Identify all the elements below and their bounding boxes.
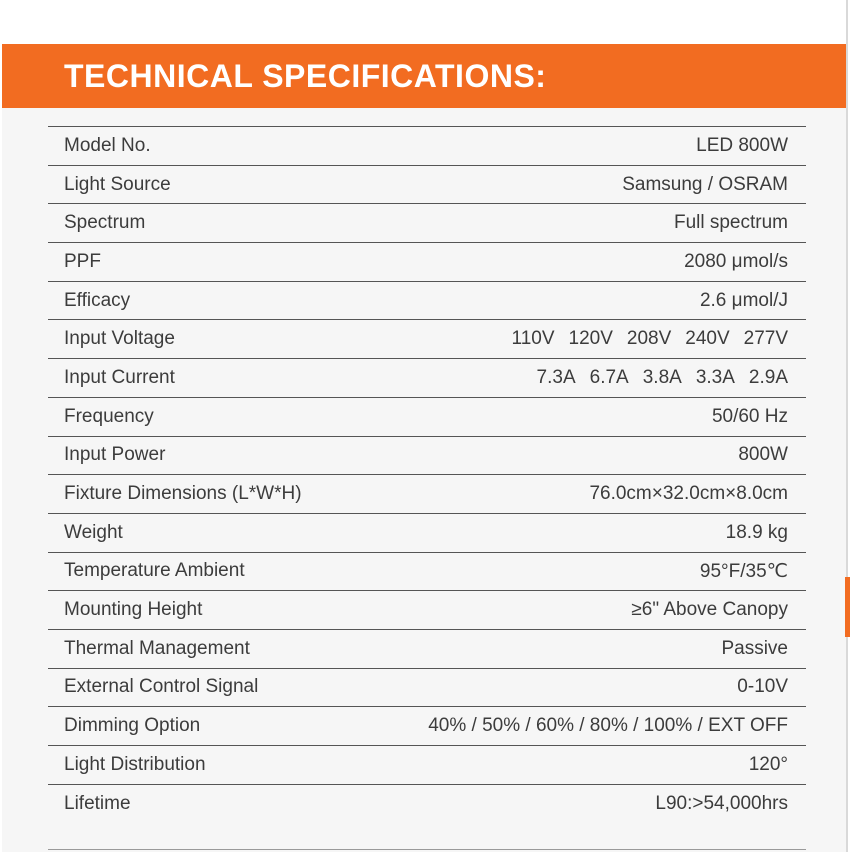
spec-value: 50/60 Hz	[711, 405, 788, 427]
spec-value: 7.3A	[536, 366, 576, 388]
spec-label: Mounting Height	[64, 599, 203, 621]
spec-label: PPF	[64, 250, 101, 272]
spec-row	[48, 242, 806, 281]
page-title: TECHNICAL SPECIFICATIONS:	[64, 58, 547, 94]
spec-row	[48, 126, 806, 165]
spec-row	[48, 319, 806, 358]
spec-value: 2.6 μmol/J	[699, 289, 788, 311]
page-edge-divider	[846, 0, 848, 852]
spec-value-group	[537, 367, 788, 389]
spec-label: Input Power	[64, 444, 166, 466]
spec-value: 3.8A	[642, 366, 682, 388]
spec-value-group	[512, 328, 788, 350]
table-bottom-divider	[48, 849, 806, 850]
spec-row	[48, 397, 806, 436]
spec-table	[48, 126, 806, 822]
spec-row	[48, 552, 806, 591]
spec-value: 3.3A	[695, 366, 735, 388]
spec-value: 240V	[685, 328, 730, 350]
spec-value: 120V	[568, 328, 613, 350]
spec-row	[48, 784, 806, 823]
spec-value: Samsung / OSRAM	[622, 173, 788, 195]
spec-label: Weight	[64, 521, 123, 543]
spec-row	[48, 668, 806, 707]
spec-label: Light Source	[64, 173, 171, 195]
spec-value: 120°	[748, 753, 788, 775]
spec-label: Dimming Option	[64, 715, 201, 737]
spec-row	[48, 513, 806, 552]
spec-value: 2080 μmol/s	[684, 250, 788, 272]
spec-label: Input Voltage	[64, 328, 175, 350]
spec-value: 110V	[511, 328, 555, 350]
spec-label: Fixture Dimensions (L*W*H)	[64, 483, 302, 505]
spec-label: Thermal Management	[64, 637, 250, 659]
spec-value: Passive	[721, 637, 788, 659]
spec-value: 800W	[738, 444, 788, 466]
spec-label: Efficacy	[64, 289, 131, 311]
spec-label: Model No.	[64, 134, 151, 156]
spec-row	[48, 358, 806, 397]
spec-value: LED 800W	[696, 134, 788, 156]
spec-value: 40% / 50% / 60% / 80% / 100% / EXT OFF	[428, 715, 788, 737]
spec-value: L90:>54,000hrs	[655, 792, 788, 814]
spec-row	[48, 436, 806, 475]
header-bar	[2, 44, 846, 108]
spec-label: Light Distribution	[64, 753, 206, 775]
spec-label: Lifetime	[64, 792, 131, 814]
spec-row	[48, 165, 806, 204]
spec-value: 95°F/35℃	[699, 560, 788, 582]
spec-value: ≥6" Above Canopy	[631, 599, 788, 621]
spec-value: 76.0cm×32.0cm×8.0cm	[589, 483, 788, 505]
spec-label: Frequency	[64, 405, 154, 427]
spec-label: External Control Signal	[64, 676, 259, 698]
spec-row	[48, 706, 806, 745]
spec-value: Full spectrum	[673, 212, 788, 234]
page-edge-accent	[845, 577, 850, 637]
spec-value: 208V	[626, 328, 672, 350]
spec-row	[48, 745, 806, 784]
spec-value: 2.9A	[748, 366, 788, 388]
spec-value: 277V	[743, 328, 788, 350]
spec-row	[48, 281, 806, 320]
spec-row	[48, 629, 806, 668]
spec-label: Temperature Ambient	[64, 560, 245, 582]
spec-value: 18.9 kg	[725, 521, 788, 543]
spec-label: Input Current	[64, 366, 175, 388]
spec-value: 6.7A	[589, 366, 629, 388]
spec-row	[48, 203, 806, 242]
spec-row	[48, 590, 806, 629]
spec-label: Spectrum	[64, 212, 146, 234]
spec-value: 0-10V	[737, 676, 788, 698]
spec-row	[48, 474, 806, 513]
